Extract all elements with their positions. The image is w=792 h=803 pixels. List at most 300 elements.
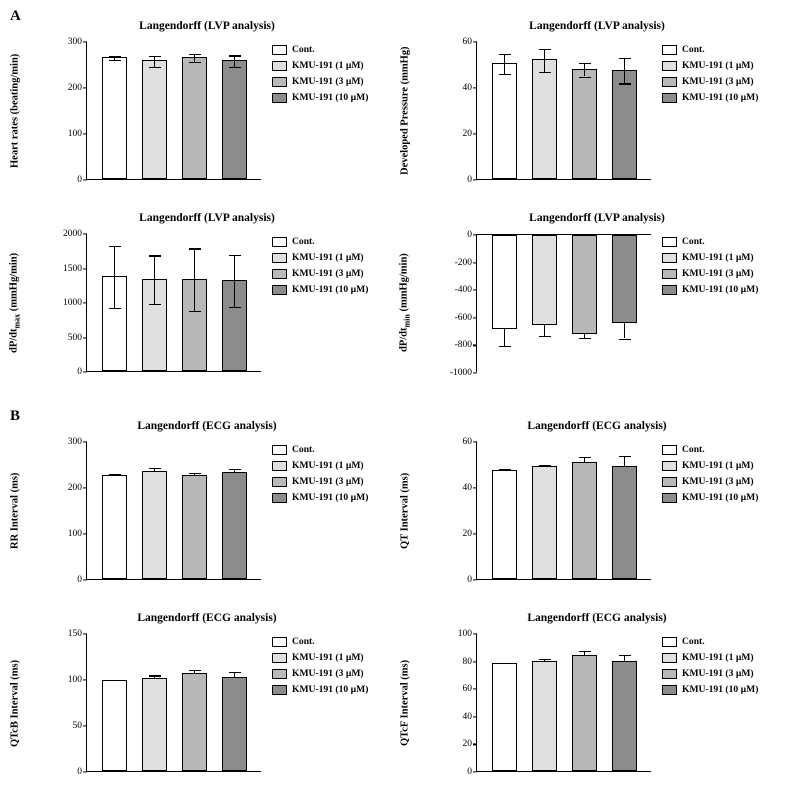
legend-label: KMU-191 (10 µM) [682, 284, 759, 295]
legend-swatch [272, 77, 287, 87]
y-axis-tick-label: 40 [462, 711, 472, 722]
y-axis-tick-mark [83, 337, 87, 338]
error-bar-lower-cap [109, 308, 121, 309]
y-axis-tick-mark [83, 371, 87, 372]
legend-swatch [662, 77, 677, 87]
y-axis-label: Heart rates (beating/min) [9, 53, 21, 169]
error-bar-cap [189, 54, 201, 55]
legend-swatch [272, 637, 287, 647]
y-axis-tick-label: 2000 [63, 229, 82, 239]
legend-item [272, 252, 368, 263]
legend-item [662, 44, 758, 55]
legend-swatch [662, 445, 677, 455]
error-bar-cap [189, 670, 201, 671]
y-axis-tick-label: -400 [454, 285, 472, 296]
error-bar-cap [579, 651, 591, 652]
y-axis-tick-label: -600 [454, 312, 472, 323]
error-bar-cap [619, 58, 631, 59]
chart-legend [662, 236, 758, 300]
y-axis-tick-label: 60 [462, 437, 472, 447]
y-axis-tick-label: 40 [462, 483, 472, 493]
y-axis-tick-label: 100 [67, 529, 82, 539]
chart-developed-pressure [399, 20, 784, 205]
legend-label: KMU-191 (10 µM) [682, 92, 759, 103]
legend-swatch [272, 93, 287, 103]
chart-qtcb-interval [9, 612, 394, 797]
legend-label: Cont. [292, 444, 315, 455]
y-axis-tick-mark [83, 268, 87, 269]
error-bar-cap [229, 469, 241, 470]
error-bar-lower [504, 64, 505, 74]
error-bar-cap [149, 468, 161, 469]
legend-item [272, 668, 368, 679]
bar [532, 466, 557, 579]
y-axis-tick-mark [83, 533, 87, 534]
y-axis-tick-label: 0 [77, 767, 82, 777]
legend-item [272, 44, 368, 55]
legend-swatch [662, 45, 677, 55]
plot-area [67, 629, 261, 777]
error-bar-cap [189, 473, 201, 474]
y-axis-tick-label: 0 [467, 767, 472, 777]
plot-area [449, 230, 651, 378]
legend-item [662, 460, 758, 471]
legend-item [272, 460, 368, 471]
y-axis-tick-label: 200 [67, 483, 82, 493]
legend-swatch [662, 269, 677, 279]
y-axis-tick-label: -800 [454, 340, 472, 351]
legend-label: Cont. [292, 236, 315, 247]
legend-label: KMU-191 (10 µM) [682, 684, 759, 695]
error-bar-cap [499, 54, 511, 55]
y-axis-tick-mark [473, 661, 477, 662]
y-axis-tick-mark [473, 179, 477, 180]
y-axis-tick-mark [473, 372, 477, 373]
legend-item [272, 76, 368, 87]
bar [102, 680, 127, 771]
error-bar-cap [229, 672, 241, 673]
bar [142, 471, 167, 579]
legend-item [662, 60, 758, 71]
legend-item [662, 444, 758, 455]
error-bar-cap [539, 336, 551, 337]
y-axis-tick-mark [473, 234, 477, 235]
legend-item [272, 684, 368, 695]
error-bar-lower-cap [149, 67, 161, 68]
chart-title: Langendorff (ECG analysis) [527, 612, 667, 624]
y-axis-tick-label: 50 [72, 721, 82, 731]
legend-swatch [272, 285, 287, 295]
y-axis-tick-label: 1500 [63, 263, 82, 274]
legend-label: KMU-191 (1 µM) [682, 252, 754, 263]
bar [182, 57, 207, 179]
chart-legend [662, 44, 758, 108]
y-axis-label-text: $dP/dt_{min}$ (mmHg/min) [398, 253, 412, 353]
plot-area [462, 437, 651, 585]
error-bar-lower [234, 281, 235, 307]
error-bar-cap [499, 663, 511, 664]
chart-legend [272, 444, 368, 508]
y-axis-tick-mark [473, 41, 477, 42]
y-axis-tick-label: 150 [67, 629, 82, 639]
legend-swatch [662, 93, 677, 103]
y-axis-tick-label: 100 [457, 629, 472, 639]
plot-area [63, 229, 261, 377]
legend-item [662, 652, 758, 663]
legend-item [272, 60, 368, 71]
legend-item [272, 636, 368, 647]
bar [572, 235, 597, 334]
chart-title: Langendorff (LVP analysis) [139, 20, 275, 32]
error-bar-lower-cap [109, 60, 121, 61]
error-bar-cap [619, 339, 631, 340]
legend-item [662, 268, 758, 279]
legend-swatch [272, 269, 287, 279]
error-bar-cap [109, 474, 121, 475]
legend-item [272, 492, 368, 503]
y-axis-tick-label: 0 [77, 175, 82, 185]
legend-item [272, 444, 368, 455]
legend-item [662, 284, 758, 295]
bar [532, 235, 557, 325]
plot-area [67, 37, 261, 185]
chart-legend [662, 636, 758, 700]
legend-swatch [272, 669, 287, 679]
error-bar-lower-cap [499, 74, 511, 75]
y-axis-tick-mark [473, 533, 477, 534]
legend-item [272, 476, 368, 487]
bar [492, 235, 517, 329]
error-bar-lower-cap [229, 307, 241, 308]
y-axis-label: QTcF Interval (ms) [399, 659, 411, 747]
y-axis-tick-mark [83, 579, 87, 580]
legend-swatch [272, 653, 287, 663]
legend-swatch [662, 669, 677, 679]
legend-label: KMU-191 (10 µM) [682, 492, 759, 503]
y-axis-tick-label: 300 [67, 37, 82, 47]
legend-label: KMU-191 (1 µM) [292, 460, 364, 471]
legend-swatch [272, 237, 287, 247]
legend-label: KMU-191 (1 µM) [292, 60, 364, 71]
error-bar [544, 325, 545, 336]
legend-label: KMU-191 (1 µM) [682, 460, 754, 471]
legend-swatch [662, 685, 677, 695]
chart-dpdt-max [8, 212, 394, 397]
error-bar-lower [624, 71, 625, 84]
chart-title: Langendorff (ECG analysis) [137, 612, 277, 624]
y-axis-tick-label: 300 [67, 437, 82, 447]
legend-swatch [272, 61, 287, 71]
legend-swatch [272, 493, 287, 503]
legend-label: KMU-191 (10 µM) [292, 684, 369, 695]
legend-item [662, 636, 758, 647]
y-axis-tick-label: 100 [67, 129, 82, 139]
y-axis-tick-mark [473, 441, 477, 442]
error-bar [504, 329, 505, 346]
error-bar-lower-cap [579, 77, 591, 78]
panel-letter-a: A [10, 8, 21, 24]
legend-label: KMU-191 (3 µM) [682, 76, 754, 87]
y-axis-tick-label: 20 [462, 739, 472, 750]
legend-label: KMU-191 (3 µM) [292, 76, 364, 87]
y-axis-tick-label: -200 [454, 257, 472, 268]
legend-swatch [662, 253, 677, 263]
y-axis-tick-label: 1000 [63, 298, 82, 308]
y-axis-tick-label: -1000 [449, 368, 472, 378]
y-axis-tick-mark [83, 41, 87, 42]
legend-label: KMU-191 (3 µM) [682, 268, 754, 279]
error-bar [154, 255, 155, 279]
legend-label: KMU-191 (3 µM) [292, 668, 364, 679]
bar [612, 466, 637, 579]
error-bar-lower-cap [539, 72, 551, 73]
error-bar-lower [584, 70, 585, 77]
y-axis-tick-mark [473, 487, 477, 488]
legend-item [662, 252, 758, 263]
legend-swatch [662, 637, 677, 647]
legend-item [662, 92, 758, 103]
bar [572, 462, 597, 579]
bar [572, 69, 597, 179]
y-axis-tick-mark [83, 725, 87, 726]
legend-label: Cont. [682, 444, 705, 455]
legend-item [272, 284, 368, 295]
y-axis-tick-mark [83, 679, 87, 680]
y-axis-tick-label: 0 [77, 367, 82, 377]
error-bar-cap [499, 346, 511, 347]
error-bar-lower [194, 280, 195, 311]
legend-swatch [272, 45, 287, 55]
error-bar [504, 54, 505, 64]
legend-label: KMU-191 (10 µM) [292, 492, 369, 503]
y-axis-tick-mark [473, 345, 477, 346]
legend-label: Cont. [682, 236, 705, 247]
y-axis-tick-label: 40 [462, 83, 472, 93]
error-bar-cap [619, 655, 631, 656]
chart-legend [272, 636, 368, 700]
bar [182, 475, 207, 579]
legend-swatch [272, 445, 287, 455]
error-bar-lower-cap [229, 67, 241, 68]
bar [612, 70, 637, 179]
legend-swatch [272, 477, 287, 487]
error-bar-lower-cap [149, 304, 161, 305]
legend-label: Cont. [682, 636, 705, 647]
chart-title: Langendorff (ECG analysis) [527, 420, 667, 432]
y-axis-tick-label: 500 [67, 332, 82, 343]
y-axis-tick-mark [473, 633, 477, 634]
legend-label: KMU-191 (3 µM) [682, 476, 754, 487]
legend-item [272, 652, 368, 663]
legend-item [662, 76, 758, 87]
y-axis-tick-label: 80 [462, 656, 472, 667]
error-bar-cap [149, 675, 161, 676]
y-axis-tick-mark [473, 290, 477, 291]
bar [222, 60, 247, 179]
bar [612, 235, 637, 323]
legend-swatch [662, 237, 677, 247]
legend-label: KMU-191 (1 µM) [292, 252, 364, 263]
y-axis-tick-mark [83, 487, 87, 488]
bar [492, 470, 517, 579]
legend-label: KMU-191 (3 µM) [292, 476, 364, 487]
bar [102, 475, 127, 579]
y-axis-tick-mark [473, 744, 477, 745]
legend-label: Cont. [682, 44, 705, 55]
legend-item [662, 492, 758, 503]
legend-swatch [662, 493, 677, 503]
y-axis-tick-mark [473, 262, 477, 263]
legend-label: Cont. [292, 44, 315, 55]
y-axis-tick-mark [473, 579, 477, 580]
legend-item [662, 684, 758, 695]
legend-item [662, 668, 758, 679]
legend-item [272, 268, 368, 279]
y-axis-tick-mark [473, 87, 477, 88]
error-bar-lower [154, 280, 155, 304]
error-bar-cap [149, 56, 161, 57]
legend-label: KMU-191 (1 µM) [682, 652, 754, 663]
y-axis-tick-label: 0 [467, 175, 472, 185]
y-axis-tick-label: 100 [67, 675, 82, 685]
y-axis-tick-mark [473, 716, 477, 717]
error-bar [624, 456, 625, 468]
panel-letter-b: B [10, 408, 21, 424]
legend-label: KMU-191 (3 µM) [292, 268, 364, 279]
y-axis-label: Developed Pressure (mmHg) [399, 46, 411, 176]
y-axis-tick-mark [83, 302, 87, 303]
y-axis-tick-mark [83, 633, 87, 634]
legend-item [272, 92, 368, 103]
y-axis-tick-label: 200 [67, 83, 82, 93]
error-bar-cap [149, 255, 161, 256]
y-axis-tick-label: 60 [462, 37, 472, 47]
y-axis-label: QTcB Interval (ms) [9, 659, 21, 747]
legend-label: KMU-191 (10 µM) [292, 284, 369, 295]
error-bar-cap [579, 63, 591, 64]
legend-item [662, 236, 758, 247]
legend-swatch [662, 477, 677, 487]
error-bar-lower-cap [189, 311, 201, 312]
error-bar-cap [229, 55, 241, 56]
y-axis-tick-mark [83, 233, 87, 234]
error-bar [624, 58, 625, 71]
bar [222, 677, 247, 771]
legend-swatch [272, 253, 287, 263]
y-axis-label: QT Interval (ms) [399, 472, 411, 550]
plot-area [462, 37, 651, 185]
bar [532, 661, 557, 771]
chart-title: Langendorff (LVP analysis) [139, 212, 275, 224]
y-axis-tick-mark [83, 179, 87, 180]
error-bar-cap [619, 456, 631, 457]
chart-qt-interval [399, 420, 784, 605]
error-bar-lower [114, 277, 115, 308]
y-axis-label [8, 234, 22, 372]
legend-label: KMU-191 (3 µM) [682, 668, 754, 679]
y-axis-tick-label: 60 [462, 684, 472, 695]
chart-rr-interval [9, 420, 394, 605]
chart-dpdt-min [398, 212, 784, 397]
y-axis-tick-mark [83, 771, 87, 772]
error-bar [234, 255, 235, 281]
chart-qtcf-interval [399, 612, 784, 797]
y-axis-tick-mark [473, 133, 477, 134]
legend-swatch [272, 461, 287, 471]
error-bar-lower [544, 60, 545, 72]
y-axis-tick-label: 20 [462, 529, 472, 539]
chart-legend [272, 44, 368, 108]
y-axis-tick-label: 0 [77, 575, 82, 585]
bar [492, 663, 517, 771]
chart-heart-rates [9, 20, 394, 205]
legend-swatch [662, 61, 677, 71]
bar [102, 57, 127, 179]
y-axis-tick-mark [83, 87, 87, 88]
error-bar-cap [229, 255, 241, 256]
chart-legend [272, 236, 368, 300]
error-bar [194, 248, 195, 279]
y-axis-label [398, 234, 412, 372]
error-bar-lower-cap [189, 62, 201, 63]
y-axis-tick-mark [83, 441, 87, 442]
error-bar-cap [499, 469, 511, 470]
y-axis-label-text: $dP/dt_{max}$ (mmHg/min) [8, 252, 22, 354]
bar [572, 655, 597, 771]
legend-swatch [662, 461, 677, 471]
legend-label: KMU-191 (1 µM) [682, 60, 754, 71]
error-bar-cap [539, 49, 551, 50]
legend-swatch [272, 685, 287, 695]
chart-title: Langendorff (ECG analysis) [137, 420, 277, 432]
chart-legend [662, 444, 758, 508]
error-bar-lower-cap [619, 83, 631, 84]
legend-swatch [662, 285, 677, 295]
bar [222, 472, 247, 579]
error-bar [114, 246, 115, 277]
bar [182, 673, 207, 771]
bar [142, 678, 167, 771]
chart-title: Langendorff (LVP analysis) [529, 20, 665, 32]
y-axis-tick-label: 0 [467, 230, 472, 240]
error-bar-cap [579, 457, 591, 458]
error-bar-cap [539, 465, 551, 466]
bar [532, 59, 557, 179]
y-axis-tick-label: 0 [467, 575, 472, 585]
y-axis-label: RR Interval (ms) [9, 472, 21, 550]
bar [142, 60, 167, 179]
plot-area [457, 629, 651, 777]
y-axis-tick-label: 20 [462, 129, 472, 139]
error-bar [624, 323, 625, 338]
bar [492, 63, 517, 179]
chart-title: Langendorff (LVP analysis) [529, 212, 665, 224]
y-axis-tick-mark [473, 689, 477, 690]
error-bar-cap [109, 246, 121, 247]
legend-swatch [662, 653, 677, 663]
legend-label: Cont. [292, 636, 315, 647]
legend-label: KMU-191 (10 µM) [292, 92, 369, 103]
legend-item [662, 476, 758, 487]
error-bar-cap [539, 659, 551, 660]
y-axis-tick-mark [473, 317, 477, 318]
legend-item [272, 236, 368, 247]
y-axis-tick-mark [473, 771, 477, 772]
y-axis-tick-mark [83, 133, 87, 134]
error-bar-cap [579, 338, 591, 339]
bar [612, 661, 637, 771]
error-bar [544, 49, 545, 61]
